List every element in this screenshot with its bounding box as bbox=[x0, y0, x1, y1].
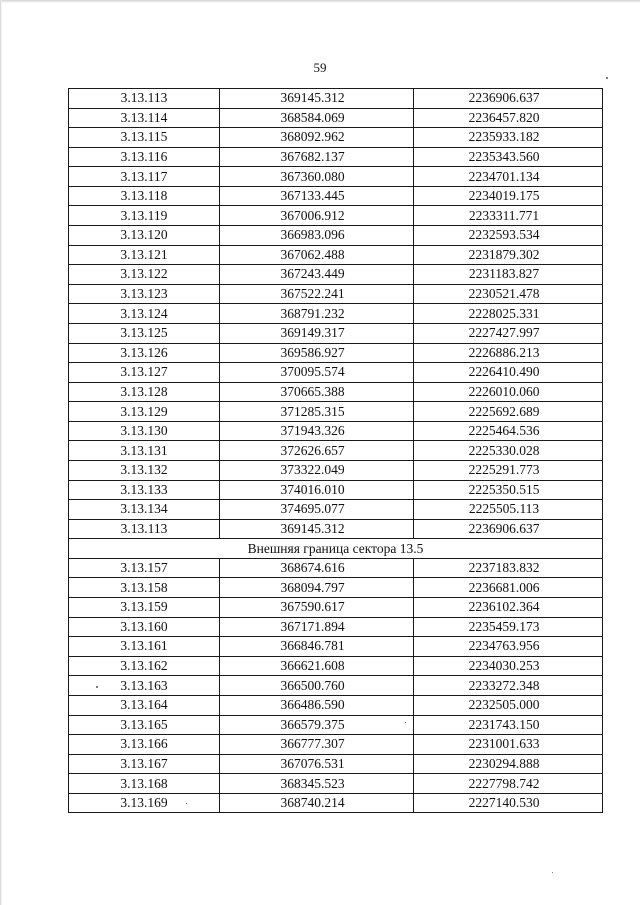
y-coordinate-cell: 2235343.560 bbox=[414, 147, 603, 167]
point-cell: 3.13.119 bbox=[69, 206, 220, 226]
y-coordinate-cell: 2233311.771 bbox=[414, 206, 603, 226]
point-cell: 3.13.160 bbox=[69, 617, 220, 637]
point-cell: 3.13.129 bbox=[69, 402, 220, 422]
table-row bbox=[69, 284, 603, 304]
point-cell: 3.13.133 bbox=[69, 480, 220, 500]
x-coordinate-cell: 366983.096 bbox=[220, 226, 414, 246]
table-row bbox=[69, 89, 603, 109]
scan-speck bbox=[96, 686, 98, 688]
point-cell: 3.13.124 bbox=[69, 304, 220, 324]
y-coordinate-cell: 2231743.150 bbox=[414, 715, 603, 735]
table-row bbox=[69, 265, 603, 285]
scan-speck bbox=[606, 77, 608, 79]
y-coordinate-cell: 2225350.515 bbox=[414, 480, 603, 500]
coordinates-table bbox=[68, 88, 603, 813]
y-coordinate-cell: 2228025.331 bbox=[414, 304, 603, 324]
table-row bbox=[69, 304, 603, 324]
y-coordinate-cell: 2227427.997 bbox=[414, 323, 603, 343]
point-cell: 3.13.113 bbox=[69, 89, 220, 109]
y-coordinate-cell: 2236681.006 bbox=[414, 578, 603, 598]
y-coordinate-cell: 2226010.060 bbox=[414, 382, 603, 402]
x-coordinate-cell: 369145.312 bbox=[220, 89, 414, 109]
x-coordinate-cell: 366777.307 bbox=[220, 735, 414, 755]
point-cell: 3.13.158 bbox=[69, 578, 220, 598]
table-row bbox=[69, 167, 603, 187]
y-coordinate-cell: 2236102.364 bbox=[414, 598, 603, 618]
y-coordinate-cell: 2225505.113 bbox=[414, 500, 603, 520]
x-coordinate-cell: 367133.445 bbox=[220, 186, 414, 206]
point-cell: 3.13.120 bbox=[69, 226, 220, 246]
table-row bbox=[69, 598, 603, 618]
table-row bbox=[69, 226, 603, 246]
table-row bbox=[69, 460, 603, 480]
point-cell: 3.13.157 bbox=[69, 558, 220, 578]
point-cell: 3.13.168 bbox=[69, 774, 220, 794]
x-coordinate-cell: 366846.781 bbox=[220, 637, 414, 657]
table-row bbox=[69, 108, 603, 128]
point-cell: 3.13.169 bbox=[69, 793, 220, 813]
x-coordinate-cell: 367171.894 bbox=[220, 617, 414, 637]
point-cell: 3.13.166 bbox=[69, 735, 220, 755]
table-row bbox=[69, 186, 603, 206]
y-coordinate-cell: 2235459.173 bbox=[414, 617, 603, 637]
point-cell: 3.13.162 bbox=[69, 656, 220, 676]
table-row bbox=[69, 754, 603, 774]
point-cell: 3.13.127 bbox=[69, 363, 220, 383]
scan-edge-top bbox=[0, 0, 640, 3]
point-cell: 3.13.117 bbox=[69, 167, 220, 187]
x-coordinate-cell: 367243.449 bbox=[220, 265, 414, 285]
table-row bbox=[69, 245, 603, 265]
x-coordinate-cell: 369586.927 bbox=[220, 343, 414, 363]
table-row bbox=[69, 128, 603, 148]
x-coordinate-cell: 366579.375 bbox=[220, 715, 414, 735]
scan-speck bbox=[186, 803, 187, 804]
table-row bbox=[69, 676, 603, 696]
y-coordinate-cell: 2236906.637 bbox=[414, 519, 603, 539]
y-coordinate-cell: 2233272.348 bbox=[414, 676, 603, 696]
y-coordinate-cell: 2231879.302 bbox=[414, 245, 603, 265]
x-coordinate-cell: 366500.760 bbox=[220, 676, 414, 696]
table-row bbox=[69, 343, 603, 363]
point-cell: 3.13.130 bbox=[69, 421, 220, 441]
table-row bbox=[69, 206, 603, 226]
x-coordinate-cell: 368791.232 bbox=[220, 304, 414, 324]
y-coordinate-cell: 2230294.888 bbox=[414, 754, 603, 774]
x-coordinate-cell: 367590.617 bbox=[220, 598, 414, 618]
y-coordinate-cell: 2225692.689 bbox=[414, 402, 603, 422]
point-cell: 3.13.165 bbox=[69, 715, 220, 735]
table-row bbox=[69, 441, 603, 461]
table-row bbox=[69, 793, 603, 813]
y-coordinate-cell: 2231183.827 bbox=[414, 265, 603, 285]
x-coordinate-cell: 369149.317 bbox=[220, 323, 414, 343]
table-row bbox=[69, 637, 603, 657]
point-cell: 3.13.125 bbox=[69, 323, 220, 343]
point-cell: 3.13.163 bbox=[69, 676, 220, 696]
point-cell: 3.13.161 bbox=[69, 637, 220, 657]
y-coordinate-cell: 2227140.530 bbox=[414, 793, 603, 813]
point-cell: 3.13.116 bbox=[69, 147, 220, 167]
table-row bbox=[69, 695, 603, 715]
y-coordinate-cell: 2236906.637 bbox=[414, 89, 603, 109]
point-cell: 3.13.114 bbox=[69, 108, 220, 128]
sector-heading: Внешняя граница сектора 13.5 bbox=[69, 539, 603, 559]
x-coordinate-cell: 367360.080 bbox=[220, 167, 414, 187]
x-coordinate-cell: 368740.214 bbox=[220, 793, 414, 813]
table-row bbox=[69, 500, 603, 520]
point-cell: 3.13.113 bbox=[69, 519, 220, 539]
x-coordinate-cell: 366486.590 bbox=[220, 695, 414, 715]
y-coordinate-cell: 2234019.175 bbox=[414, 186, 603, 206]
point-cell: 3.13.121 bbox=[69, 245, 220, 265]
y-coordinate-cell: 2225464.536 bbox=[414, 421, 603, 441]
y-coordinate-cell: 2232593.534 bbox=[414, 226, 603, 246]
table-row bbox=[69, 656, 603, 676]
y-coordinate-cell: 2226886.213 bbox=[414, 343, 603, 363]
x-coordinate-cell: 371285.315 bbox=[220, 402, 414, 422]
page-number: 59 bbox=[313, 60, 327, 75]
scan-edge-left bbox=[0, 0, 2, 905]
x-coordinate-cell: 367522.241 bbox=[220, 284, 414, 304]
table-row bbox=[69, 382, 603, 402]
x-coordinate-cell: 368584.069 bbox=[220, 108, 414, 128]
y-coordinate-cell: 2234763.956 bbox=[414, 637, 603, 657]
y-coordinate-cell: 2232505.000 bbox=[414, 695, 603, 715]
y-coordinate-cell: 2234701.134 bbox=[414, 167, 603, 187]
scan-speck bbox=[552, 872, 553, 873]
table-row bbox=[69, 715, 603, 735]
y-coordinate-cell: 2226410.490 bbox=[414, 363, 603, 383]
table-row bbox=[69, 578, 603, 598]
table-row bbox=[69, 774, 603, 794]
x-coordinate-cell: 371943.326 bbox=[220, 421, 414, 441]
point-cell: 3.13.132 bbox=[69, 460, 220, 480]
coordinates-table-body bbox=[69, 89, 603, 813]
y-coordinate-cell: 2231001.633 bbox=[414, 735, 603, 755]
y-coordinate-cell: 2230521.478 bbox=[414, 284, 603, 304]
x-coordinate-cell: 368345.523 bbox=[220, 774, 414, 794]
point-cell: 3.13.126 bbox=[69, 343, 220, 363]
x-coordinate-cell: 367682.137 bbox=[220, 147, 414, 167]
x-coordinate-cell: 366621.608 bbox=[220, 656, 414, 676]
x-coordinate-cell: 367006.912 bbox=[220, 206, 414, 226]
table-row bbox=[69, 519, 603, 539]
sector-heading-row bbox=[69, 539, 603, 559]
table-row bbox=[69, 617, 603, 637]
x-coordinate-cell: 367062.488 bbox=[220, 245, 414, 265]
x-coordinate-cell: 370665.388 bbox=[220, 382, 414, 402]
x-coordinate-cell: 373322.049 bbox=[220, 460, 414, 480]
y-coordinate-cell: 2236457.820 bbox=[414, 108, 603, 128]
x-coordinate-cell: 370095.574 bbox=[220, 363, 414, 383]
point-cell: 3.13.122 bbox=[69, 265, 220, 285]
x-coordinate-cell: 372626.657 bbox=[220, 441, 414, 461]
table-row bbox=[69, 558, 603, 578]
point-cell: 3.13.167 bbox=[69, 754, 220, 774]
point-cell: 3.13.128 bbox=[69, 382, 220, 402]
y-coordinate-cell: 2225330.028 bbox=[414, 441, 603, 461]
scan-speck bbox=[405, 722, 406, 723]
x-coordinate-cell: 368094.797 bbox=[220, 578, 414, 598]
table-row bbox=[69, 480, 603, 500]
x-coordinate-cell: 374695.077 bbox=[220, 500, 414, 520]
point-cell: 3.13.131 bbox=[69, 441, 220, 461]
table-row bbox=[69, 147, 603, 167]
y-coordinate-cell: 2234030.253 bbox=[414, 656, 603, 676]
point-cell: 3.13.118 bbox=[69, 186, 220, 206]
y-coordinate-cell: 2227798.742 bbox=[414, 774, 603, 794]
table-row bbox=[69, 402, 603, 422]
point-cell: 3.13.164 bbox=[69, 695, 220, 715]
y-coordinate-cell: 2225291.773 bbox=[414, 460, 603, 480]
table-row bbox=[69, 323, 603, 343]
y-coordinate-cell: 2237183.832 bbox=[414, 558, 603, 578]
y-coordinate-cell: 2235933.182 bbox=[414, 128, 603, 148]
table-row bbox=[69, 363, 603, 383]
table-row bbox=[69, 735, 603, 755]
x-coordinate-cell: 367076.531 bbox=[220, 754, 414, 774]
table-row bbox=[69, 421, 603, 441]
x-coordinate-cell: 368092.962 bbox=[220, 128, 414, 148]
x-coordinate-cell: 368674.616 bbox=[220, 558, 414, 578]
point-cell: 3.13.115 bbox=[69, 128, 220, 148]
point-cell: 3.13.123 bbox=[69, 284, 220, 304]
point-cell: 3.13.134 bbox=[69, 500, 220, 520]
x-coordinate-cell: 369145.312 bbox=[220, 519, 414, 539]
x-coordinate-cell: 374016.010 bbox=[220, 480, 414, 500]
point-cell: 3.13.159 bbox=[69, 598, 220, 618]
